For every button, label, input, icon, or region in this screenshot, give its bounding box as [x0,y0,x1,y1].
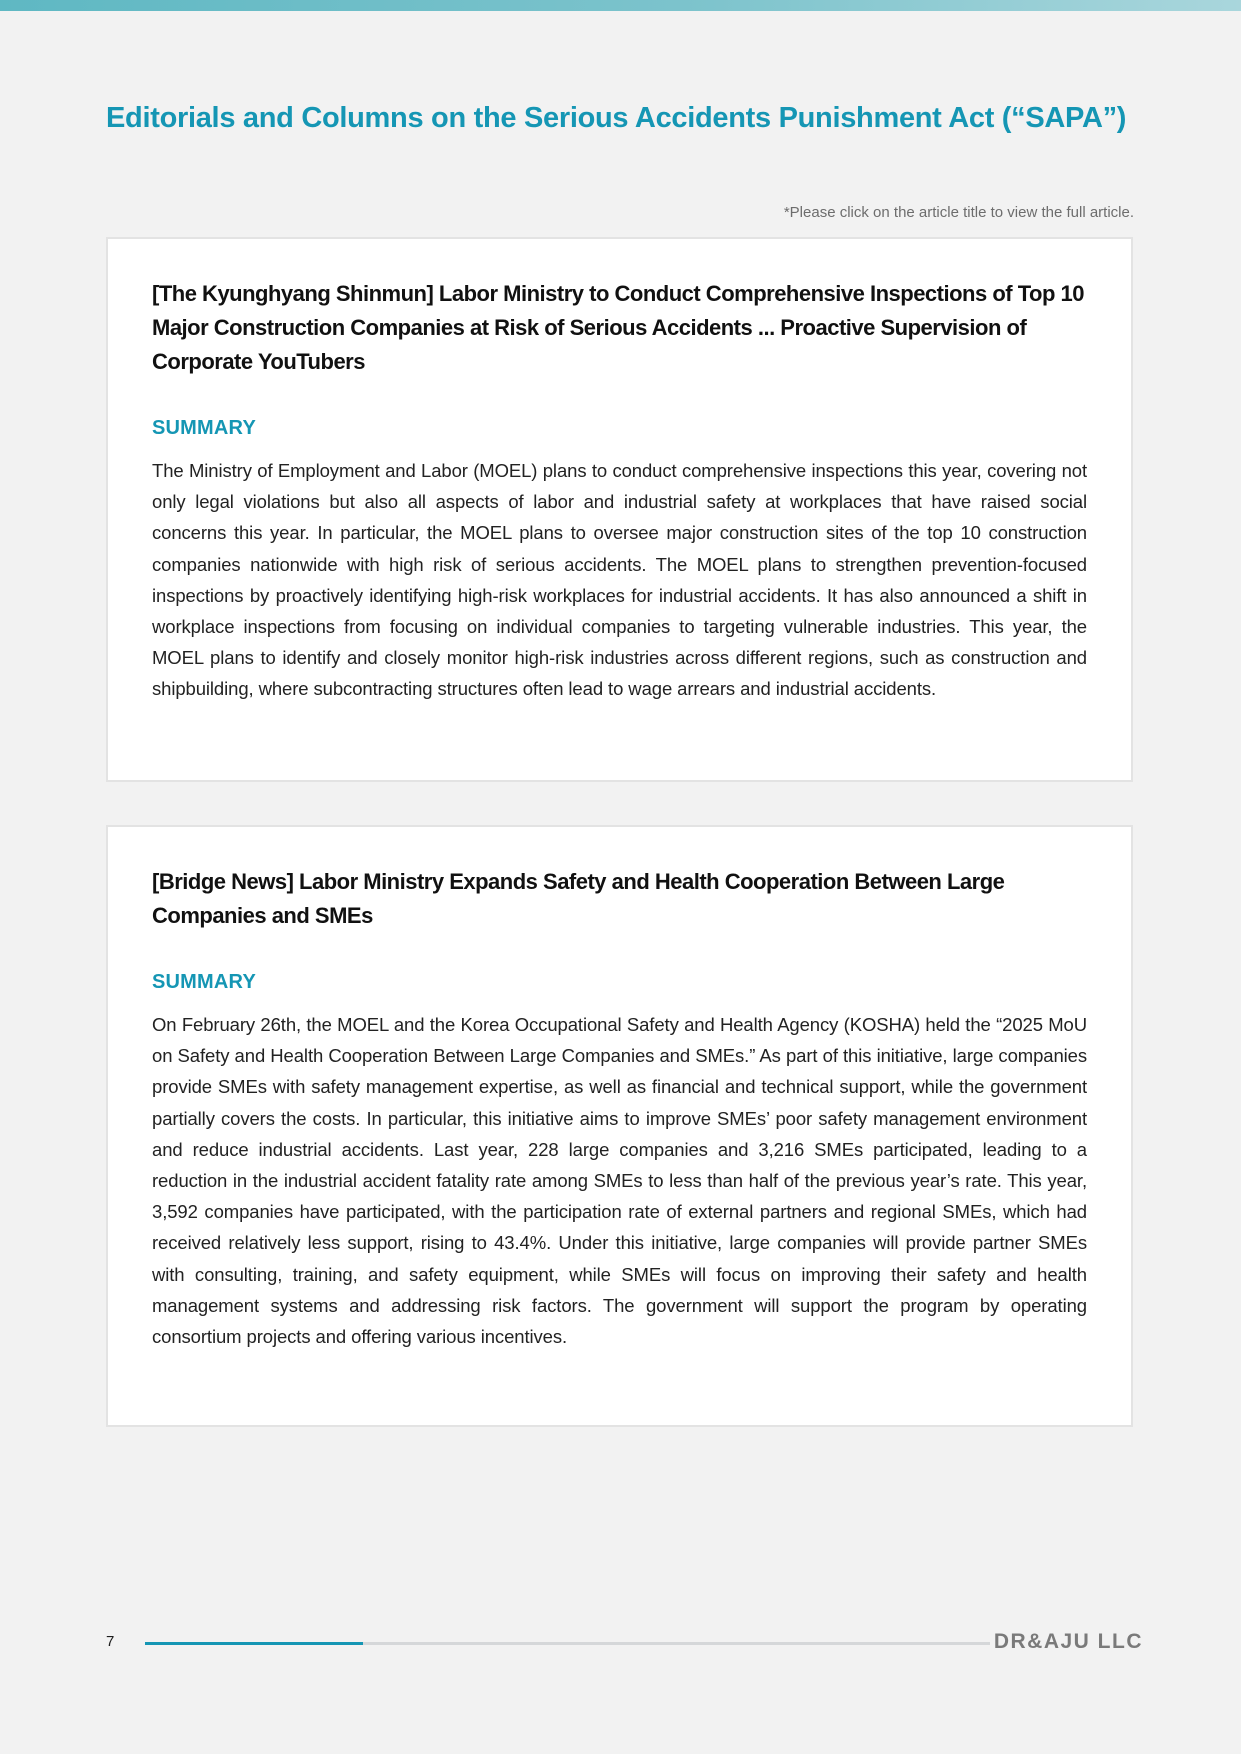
page-number: 7 [106,1633,115,1650]
summary-text: On February 26th, the MOEL and the Korea Occupational Safety and Health Agency (KOSHA) held the “2025 MoU on Safety and Health Cooperation Between Large Companies and SMEs.” As part of this initiative, large companies provide SMEs with safety management expertise, as well as financial and technical support, while the government partially covers the costs. In particular, this initiative aims to improve SMEs’ poor safety management environment and reduce industrial accidents. Last year, 228 large companies and 3,216 SMEs participated, leading to a reduction in the industrial accident fatality rate among SMEs to less than half of the previous year’s rate. This year, 3,592 companies have participated, with the participation rate of external partners and regional SMEs, which had received relatively less support, rising to 43.4%. Under this initiative, large companies will provide partner SMEs with consulting, training, and safety equipment, while SMEs will focus on improving their safety and health management systems and addressing risk factors. The government will support the program by operating consortium projects and offering various incentives. [152,1014,1087,1348]
summary-heading: SUMMARY [152,417,256,439]
page-title: Editorials and Columns on the Serious Accidents Punishment Act (“SAPA”) [106,102,1127,134]
summary-text: The Ministry of Employment and Labor (MOEL) plans to conduct comprehensive inspections this year, covering not only legal violations but also all aspects of labor and industrial safety at workplaces that have raised social concerns this year. In particular, the MOEL plans to oversee major construction sites of the top 10 construction companies nationwide with high risk of serious accidents. The MOEL plans to strengthen prevention-focused inspections by proactively identifying high-risk workplaces for industrial accidents. It has also announced a shift in workplace inspections from focusing on individual companies to targeting vulnerable industries. This year, the MOEL plans to identify and closely monitor high-risk industries across different regions, such as construction and shipbuilding, where subcontracting structures often lead to wage arrears and industrial accidents. [152,460,1087,700]
summary-heading: SUMMARY [152,971,256,993]
article-title-link[interactable]: [The Kyunghyang Shinmun] Labor Ministry to Conduct Comprehensive Inspections of Top 10 Major Construction Companies at Risk of Serious Accidents ... Proactive Supervision of Corporate YouTubers [152,281,1084,374]
brand-logo-text: DR&AJU LLC [993,1630,1143,1653]
click-instruction-note: *Please click on the article title to view the full article. [783,204,1134,221]
page-progress-bar [145,1642,990,1645]
top-accent-bar [0,0,1241,11]
page-progress-fill [145,1642,363,1645]
article-card [106,825,1133,1427]
article-card [106,237,1133,782]
article-title-link[interactable]: [Bridge News] Labor Ministry Expands Safety and Health Cooperation Between Large Companies and SMEs [152,869,1005,928]
